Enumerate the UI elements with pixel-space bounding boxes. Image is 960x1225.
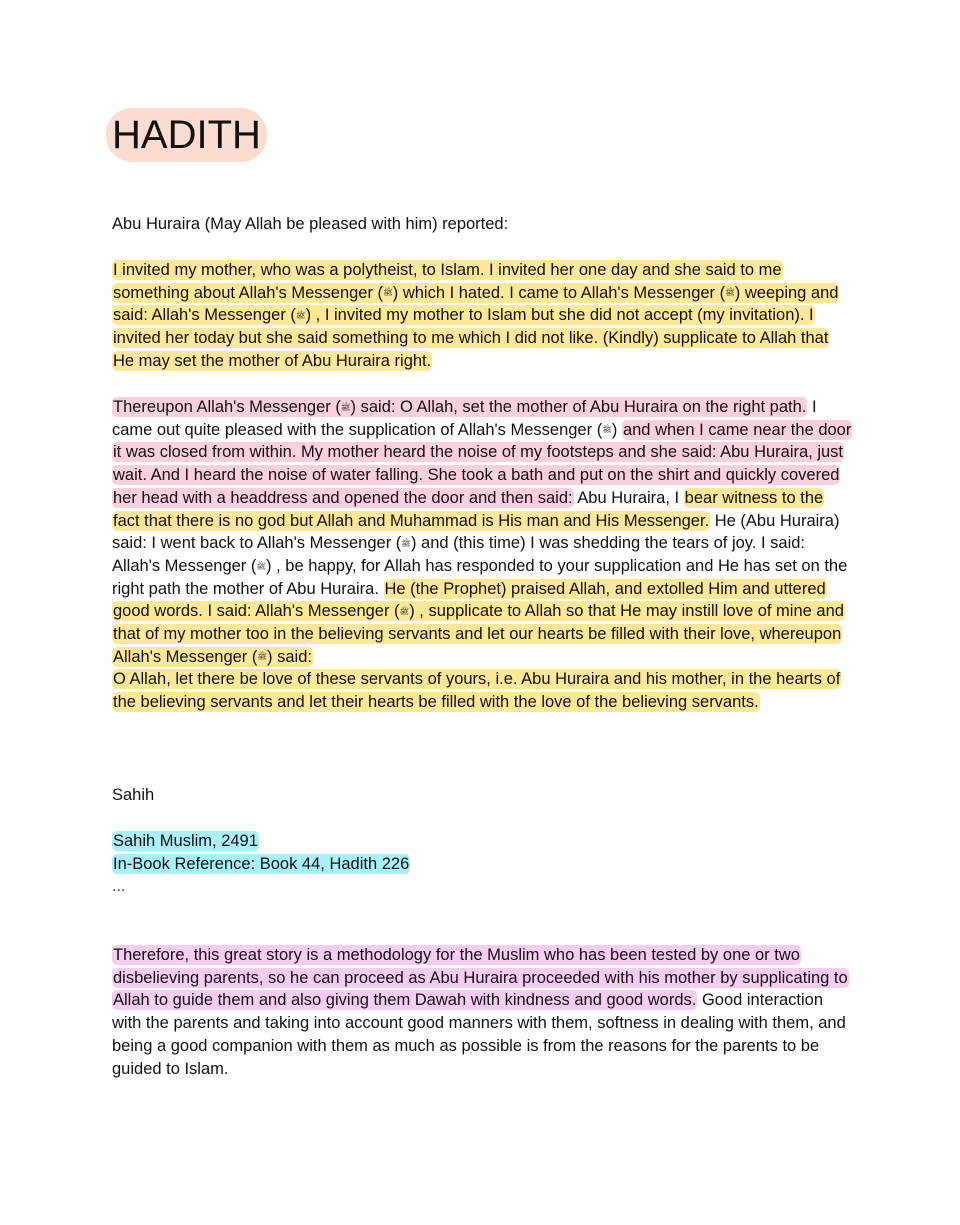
text-run: ) weeping and said: Allah's Messenger ( xyxy=(113,283,839,325)
text-run: ) , supplicate to Allah so that He may instill love of mine and that of my mother too in the believing servants and let our hearts be filled with their love, whereupon Allah's Messenger ( xyxy=(113,602,844,666)
highlight-magenta: Therefore, this great story is a methodology for the Muslim who has been tested by one or two disbelieving parents, so he can proceed as Abu Huraira proceeded with his mother by supplicating to Allah to guide them and also giving them Dawah with kindness and good words. xyxy=(113,946,848,1010)
reference-collection: Sahih Muslim, 2491 xyxy=(113,832,258,850)
text-run: ) which I hated. I came to Allah's Messenger ( xyxy=(392,283,726,302)
text-run: O Allah, let there be love of these servants of yours, i.e. Abu Huraira and his mother, in the hearts of the believing servants and let their hearts be filled with the love of the believing servants. xyxy=(113,670,841,712)
highlight-pink: and when I came near the door it was closed from within. My mother heard the noise of my footsteps and she said: Abu Huraira, just wait. And I heard the noise of water falling. She took a bath and put on the shirt and quickly covered her head with a headdress and opened the door and then said: xyxy=(113,420,852,507)
text-run: ) xyxy=(611,420,622,439)
reference-block xyxy=(112,830,852,875)
ellipsis: ... xyxy=(112,878,126,895)
text-run: I came out quite pleased with the supplication of Allah's Messenger ( xyxy=(112,398,817,439)
pbuh-glyph: ﷺ xyxy=(383,288,393,298)
text-run: Thereupon Allah's Messenger ( xyxy=(113,398,341,416)
text-run: I invited my mother, who was a polytheist, to Islam. I invited her one day and she said to me something about Allah's Messenger ( xyxy=(113,261,782,302)
commentary-paragraph xyxy=(112,944,852,1080)
pbuh-glyph: ﷺ xyxy=(401,538,411,548)
pbuh-glyph: ﷺ xyxy=(725,288,735,298)
pbuh-glyph: ﷺ xyxy=(257,652,268,662)
reference-in-book: In-Book Reference: Book 44, Hadith 226 xyxy=(113,854,410,873)
page-title: HADITH xyxy=(106,108,267,162)
pbuh-glyph: ﷺ xyxy=(340,402,351,412)
text-run: He (the Prophet) praised Allah, and extolled Him and uttered good words. I said: Allah's Messenger ( xyxy=(113,579,826,621)
pbuh-glyph: ﷺ xyxy=(295,311,306,321)
highlight-yellow xyxy=(112,579,845,713)
narrator-line: Abu Huraira (May Allah be pleased with him) reported: xyxy=(112,215,509,233)
text-run: ) , be happy, for Allah has responded to your supplication and He has set on the right path the mother of Abu Huraira. xyxy=(112,556,848,598)
grade-label: Sahih xyxy=(112,786,155,804)
text-run: Abu Huraira, I xyxy=(573,488,684,507)
text-run: ) , I invited my mother to Islam but she did not accept (my invitation). I invited her today but she said something to me which I did not like. (Kindly) supplicate to Allah that He may set the mother of Abu Huraira right. xyxy=(113,306,829,370)
pbuh-glyph: ﷺ xyxy=(256,561,267,571)
pbuh-glyph: ﷺ xyxy=(602,425,612,435)
highlight-pink xyxy=(112,397,807,417)
text-run: Good interaction with the parents and taking into account good manners with them, softness in dealing with them, and being a good companion with them as much as possible is from the reasons for the parents to be guided to Islam. xyxy=(112,991,846,1078)
highlight-yellow xyxy=(112,260,839,371)
highlight-yellow: bear witness to the fact that there is no god but Allah and Muhammad is His man and His Messenger. xyxy=(113,488,824,530)
text-run: ) said: xyxy=(267,647,312,666)
text-run: He (Abu Huraira) said: I went back to Allah's Messenger ( xyxy=(112,511,840,553)
text-run: ) and (this time) I was shedding the tears of joy. I said: Allah's Messenger ( xyxy=(112,534,806,575)
hadith-paragraph-2 xyxy=(112,396,852,714)
hadith-paragraph-1 xyxy=(112,259,852,373)
pbuh-glyph: ﷺ xyxy=(399,606,410,616)
text-run: ) said: O Allah, set the mother of Abu Huraira on the right path. xyxy=(350,398,807,416)
